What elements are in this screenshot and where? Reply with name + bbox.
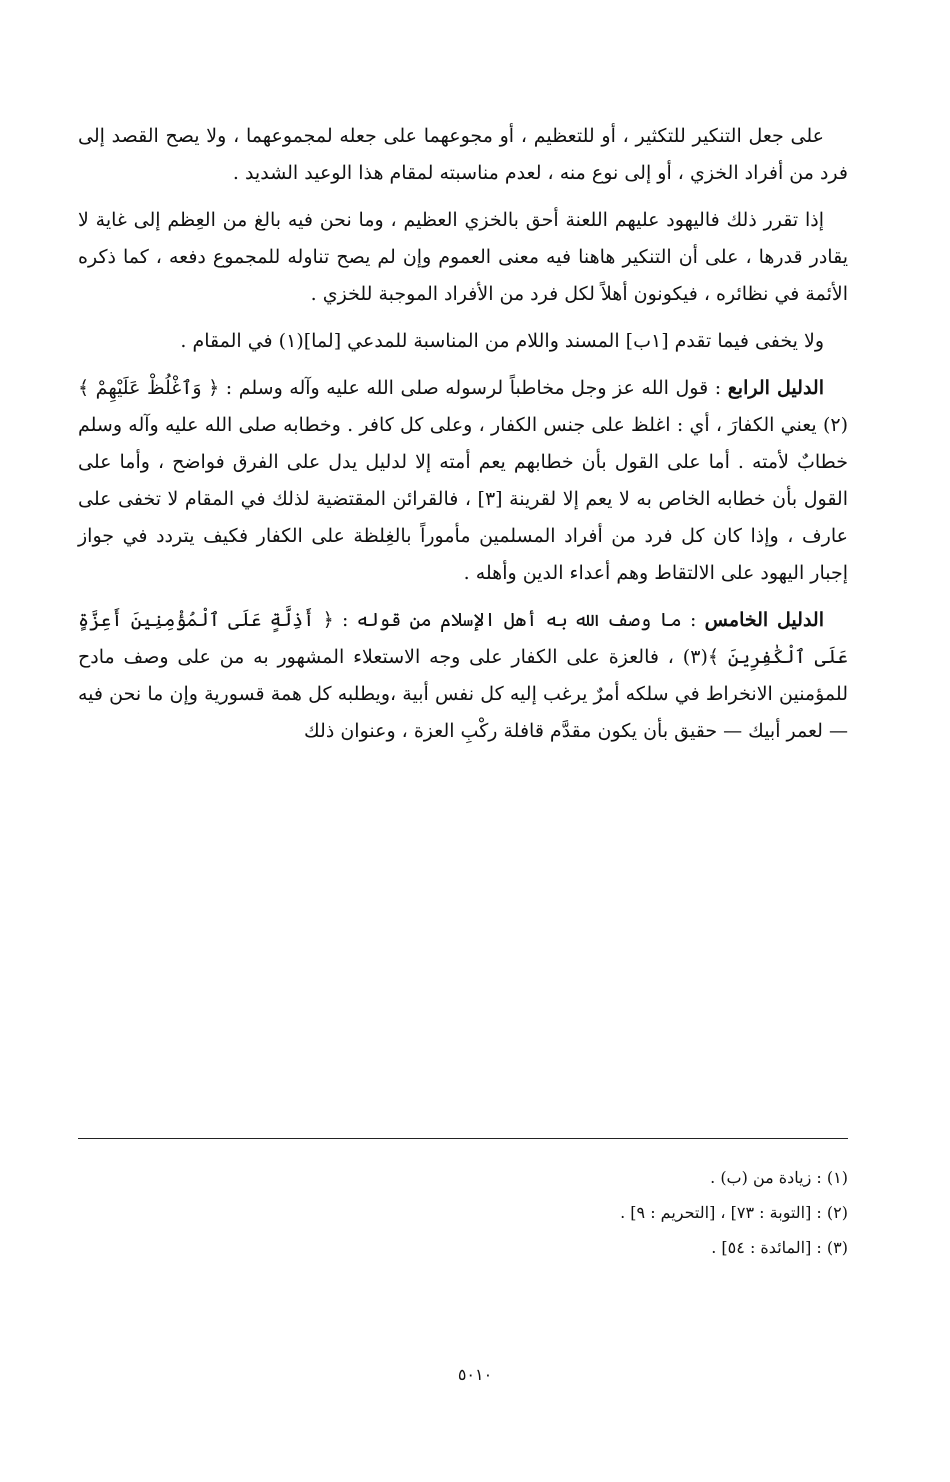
footnote-2: (٢) : [التوبة : ٧٣] ، [التحريم : ٩] . bbox=[620, 1203, 848, 1222]
paragraph-3 bbox=[78, 323, 848, 360]
paragraph-2 bbox=[78, 202, 848, 313]
footnote-3: (٣) : [المائدة : ٥٤] . bbox=[711, 1238, 848, 1257]
paragraph-1 bbox=[78, 118, 848, 192]
paragraph-1-text: على جعل التنكير للتكثير ، أو للتعظيم ، أو مجوعهما على جعله لمجموعهما ، ولا يصح القصد إلى فرد من أفراد الخزي ، أو إلى نوع منه ، لعدم مناسبته لمقام هذا الوعيد الشديد . bbox=[78, 125, 848, 184]
paragraph-2-text: إذا تقرر ذلك فاليهود عليهم اللعنة أحق بالخزي العظيم ، وما نحن فيه بالغ من العِظم إلى غاية لا يقادر قدرها ، على أن التنكير هاهنا فيه معنى العموم وإن لم يصح تناوله للمجموع دفعه ، كما ذكره الأئمة في نظائره ، فيكونون أهلاً لكل فرد من الأفراد الموجبة للخزي . bbox=[78, 209, 848, 305]
section-heading-evidence-5: الدليل الخامس bbox=[704, 609, 824, 631]
footnote-divider bbox=[78, 1138, 848, 1139]
body-text bbox=[78, 118, 848, 750]
page-number: ٥٠١٠ bbox=[457, 1365, 493, 1384]
paragraph-5 bbox=[78, 602, 848, 750]
footnotes bbox=[78, 1160, 848, 1265]
paragraph-4-text: : قول الله عز وجل مخاطباً لرسوله صلى الله عليه وآله وسلم : ﴿ وَٱغْلُظْ عَلَيْهِمْ ﴾(٢) يعني الكفارَ ، أي : اغلظ على جنس الكفار ، وعلى كل كافر . وخطابه صلى الله عليه وآله وسلم خطابٌ لأمته . أما على القول بأن خطابهم يعم أمته إلا لدليل يدل على الفرق فواضح ، وأما على القول بأن خطابه الخاص به لا يعم إلا لقرينة [٣] ، فالقرائن المقتضية لذلك في المقام لا تخفى على عارف ، وإذا كان كل فرد من أفراد المسلمين مأموراً بالغِلظة على الكفار فكيف يتردد في جواز إجبار اليهود على الالتقاط وهم أعداء الدين وأهله . bbox=[78, 377, 849, 584]
paragraph-4 bbox=[78, 370, 848, 592]
document-body bbox=[78, 118, 848, 760]
paragraph-5-text: : ما وصف الله به أهل الإسلام من قوله : ﴿ أَذِلَّةٍ عَلَى ٱلْمُؤْمِنِينَ أَعِزَّةٍ عَلَى ٱلْكَٰفِرِينَ ﴾(٣) ، فالعزة على الكفار على وجه الاستعلاء المشهور به من على وصف مادح للمؤمنين الانخراط في سلكه أمرٌ يرغب إليه كل نفس أبية ،ويطلبه كل همة قسورية وإن ما نحن فيه — لعمر أبيك — حقيق بأن يكون مقدَّم قافلة ركْبِ العزة ، وعنوان ذلك bbox=[78, 609, 849, 742]
paragraph-3-text: ولا يخفى فيما تقدم [١ب] المسند واللام من المناسبة للمدعي [لما](١) في المقام . bbox=[180, 330, 824, 352]
footnote-1: (١) : زيادة من (ب) . bbox=[710, 1168, 848, 1187]
section-heading-evidence-4: الدليل الرابع bbox=[727, 377, 824, 399]
